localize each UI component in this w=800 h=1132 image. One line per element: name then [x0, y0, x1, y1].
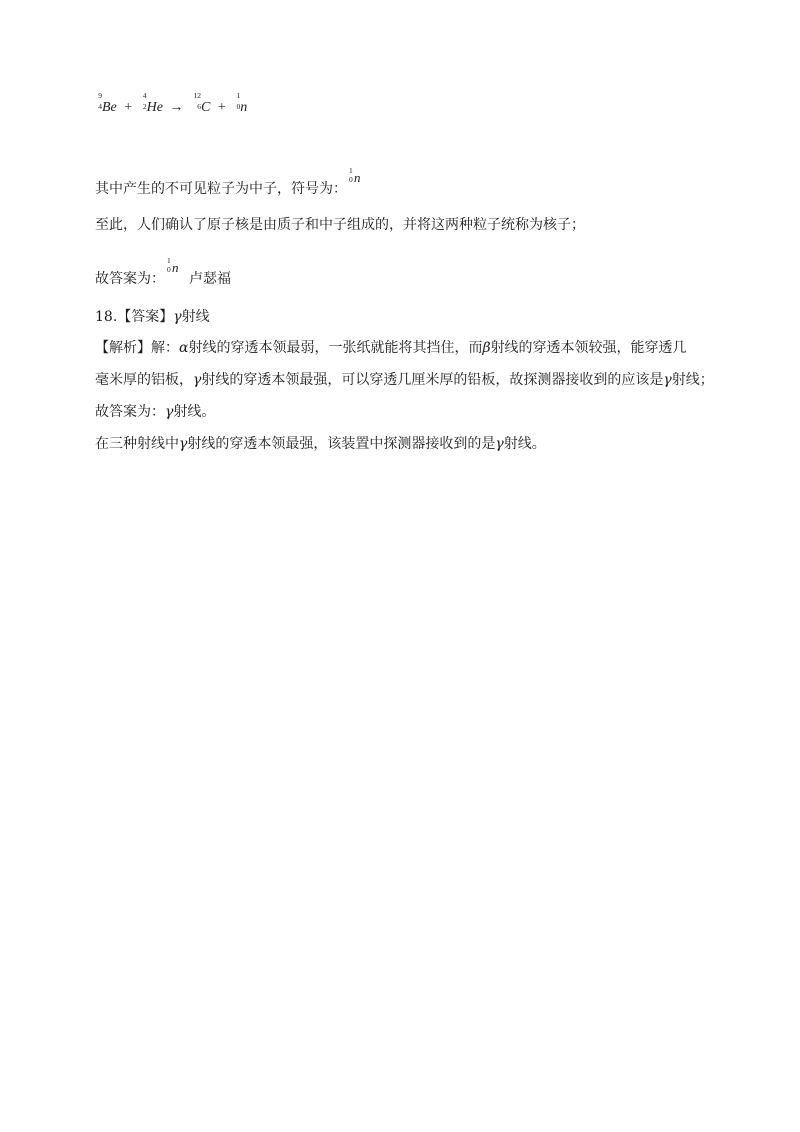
- analysis-line-2: [95, 373, 714, 387]
- neutron-charge: 0: [349, 175, 353, 184]
- n-scripts: [233, 91, 241, 111]
- answer-neutron-symbol: [165, 256, 181, 277]
- gamma-symbol: γ: [179, 436, 188, 452]
- gamma-symbol: γ: [193, 372, 202, 388]
- analysis-text: 射线；: [671, 372, 714, 388]
- analysis-text: 射线的穿透本领最强，可以穿透几厘米厚的铅板，故探测器接收到的应该是: [201, 372, 664, 388]
- gamma-symbol: γ: [495, 436, 504, 452]
- be-symbol: Be: [102, 100, 117, 115]
- he-charge: 2: [142, 102, 147, 111]
- be-charge: 4: [98, 102, 102, 111]
- n-charge: 0: [236, 102, 241, 111]
- plus-sign: +: [217, 100, 226, 115]
- reaction-arrow: →: [169, 100, 184, 115]
- neutron-letter: n: [354, 170, 361, 185]
- c-charge: 6: [197, 102, 201, 111]
- c-scripts: [190, 91, 201, 111]
- question-18-answer: [95, 310, 210, 324]
- nuclear-equation: [95, 91, 248, 115]
- analysis-text: 射线。: [503, 436, 546, 452]
- answer-suffix: 卢瑟福: [189, 271, 231, 287]
- answer-neutron-letter: n: [172, 260, 179, 275]
- analysis-text: 射线。: [173, 404, 216, 420]
- answer-neutron-charge: 0: [167, 265, 171, 274]
- analysis-line-3: [95, 405, 215, 419]
- analysis-text: 在三种射线中: [95, 436, 179, 452]
- neutron-line: [95, 166, 363, 197]
- gamma-symbol: γ: [173, 309, 182, 325]
- be-scripts: [95, 91, 102, 111]
- plus-sign: +: [124, 100, 133, 115]
- analysis-text: 故答案为：: [95, 404, 165, 420]
- question-18-label: 18.【答案】: [95, 309, 174, 325]
- analysis-text: 射线的穿透本领最强，该装置中探测器接收到的是: [187, 436, 496, 452]
- he-symbol: He: [146, 100, 163, 115]
- n-mass: 1: [236, 91, 241, 100]
- analysis-text: 毫米厚的铝板，: [95, 372, 193, 388]
- analysis-text: 射线的穿透本领较强，能穿透几: [490, 340, 687, 356]
- neutron-mass: 1: [349, 166, 353, 175]
- c-mass: 12: [193, 91, 201, 100]
- be-mass: 9: [98, 91, 102, 100]
- analysis-label: 【解析】解：: [95, 340, 179, 356]
- beta-symbol: β: [482, 340, 491, 356]
- analysis-text: 射线的穿透本领最弱，一张纸就能将其挡住，而: [188, 340, 483, 356]
- neutron-text: 其中产生的不可见粒子为中子，符号为：: [95, 181, 347, 197]
- answer-prefix: 故答案为：: [95, 271, 165, 287]
- n-symbol: n: [240, 100, 248, 115]
- answer-neutron-mass: 1: [167, 256, 171, 265]
- c-symbol: C: [201, 100, 211, 115]
- neutron-symbol: [347, 166, 363, 187]
- alpha-symbol: α: [179, 340, 189, 356]
- question-18-answer-text: 射线: [181, 309, 210, 325]
- nucleon-line: 至此，人们确认了原子核是由质子和中子组成的，并将这两种粒子统称为核子；: [95, 217, 585, 233]
- analysis-line-1: [95, 341, 687, 355]
- he-mass: 4: [142, 91, 147, 100]
- he-scripts: [140, 91, 147, 111]
- answer-line: [95, 256, 231, 287]
- gamma-symbol: γ: [165, 404, 174, 420]
- gamma-symbol: γ: [663, 372, 672, 388]
- analysis-line-4: [95, 437, 546, 451]
